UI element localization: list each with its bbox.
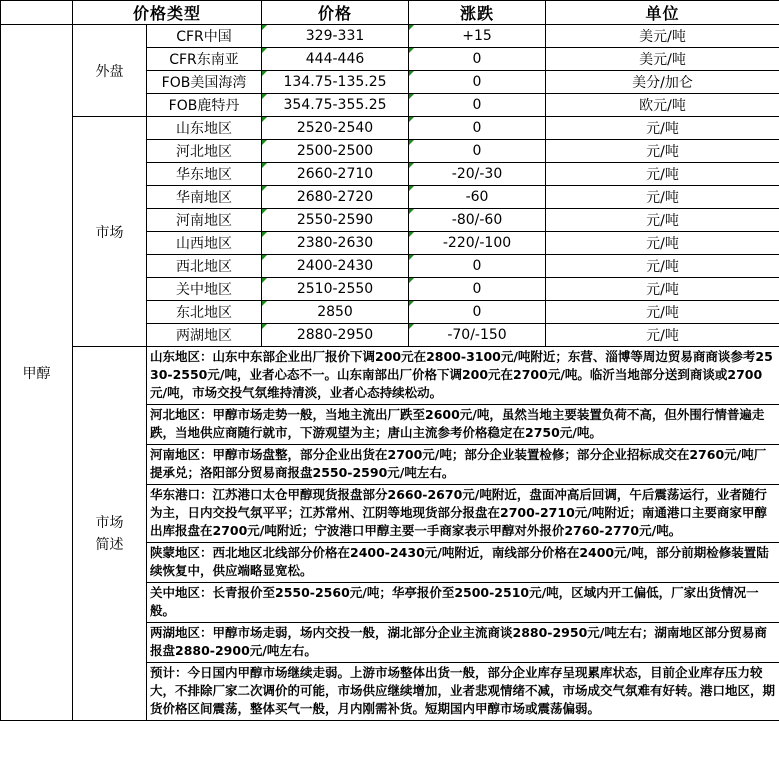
row-unit: 美元/吨: [546, 48, 779, 71]
row-price: 2380-2630: [262, 232, 409, 255]
group-summary: 市场 简述: [73, 347, 147, 721]
row-price: 2510-2550: [262, 278, 409, 301]
row-name: 关中地区: [147, 278, 262, 301]
summary-row: [1, 347, 779, 721]
row-change: 0: [409, 301, 546, 324]
row-unit: 欧元/吨: [546, 94, 779, 117]
row-change: -80/-60: [409, 209, 546, 232]
summary-shaanxi-inner-mongolia: 陕蒙地区：西北地区北线部分价格在2400-2430元/吨附近，南线部分价格在2400元/吨，部分前期检修装置陆续恢复中，供应端略显宽松。: [147, 543, 779, 583]
header-blank: [1, 1, 73, 25]
header-row: [1, 1, 779, 25]
row-change: 0: [409, 48, 546, 71]
row-name: 山东地区: [147, 117, 262, 140]
row-change: -220/-100: [409, 232, 546, 255]
row-change: +15: [409, 25, 546, 48]
row-price: 329-331: [262, 25, 409, 48]
header-change: 涨跌: [409, 1, 546, 25]
row-change: 0: [409, 117, 546, 140]
row-change: 0: [409, 278, 546, 301]
row-name: CFR东南亚: [147, 48, 262, 71]
summary-hebei: 河北地区：甲醇市场走势一般，当地主流出厂跌至2600元/吨，虽然当地主要装置负荷不高，但外围行情普遍走跌，当地供应商随行就市，下游观望为主；唐山主流参考价格稳定在2750元/吨。: [147, 405, 779, 445]
row-change: 0: [409, 94, 546, 117]
row-unit: 美分/加仑: [546, 71, 779, 94]
row-name: 两湖地区: [147, 324, 262, 347]
row-unit: 美元/吨: [546, 25, 779, 48]
row-name: 河北地区: [147, 140, 262, 163]
row-price: 2680-2720: [262, 186, 409, 209]
header-unit: 单位: [546, 1, 779, 25]
row-name: 东北地区: [147, 301, 262, 324]
row-name: 河南地区: [147, 209, 262, 232]
row-name: 山西地区: [147, 232, 262, 255]
row-name: CFR中国: [147, 25, 262, 48]
summary-cell: [147, 347, 779, 721]
row-unit: 元/吨: [546, 163, 779, 186]
header-price-type: 价格类型: [73, 1, 262, 25]
summary-forecast: 预计：今日国内甲醇市场继续走弱。上游市场整体出货一般，部分企业库存呈现累库状态，目前企业库存压力较大，不排除厂家二次调价的可能，市场供应继续增加，业者悲观情绪不减，市场成交气氛难有好转。港口地区，期货价格区间震荡，整体买气一般，月内刚需补货。短期国内甲醇市场或震荡偏弱。: [150, 665, 776, 716]
row-price: 354.75-355.25: [262, 94, 409, 117]
row-change: 0: [409, 71, 546, 94]
row-price: 2880-2950: [262, 324, 409, 347]
group-external: 外盘: [73, 25, 147, 117]
summary-east-china-port: 华东港口：江苏港口太仓甲醇现货报盘部分2660-2670元/吨附近，盘面冲高后回调，午后震荡运行，业者随行为主，日内交投气氛平平；江苏常州、江阴等地现货部分报盘在2700-2710元/吨附近；南通港口主要商家甲醇出库报盘在2700元/吨附近；宁波港口甲醇主要一手商家表示甲醇对外报价2760-2770元/吨。: [147, 485, 779, 543]
row-name: FOB美国海湾: [147, 71, 262, 94]
row-name: 华南地区: [147, 186, 262, 209]
row-price: 2850: [262, 301, 409, 324]
row-unit: 元/吨: [546, 324, 779, 347]
row-unit: 元/吨: [546, 186, 779, 209]
row-unit: 元/吨: [546, 209, 779, 232]
row-name: 华东地区: [147, 163, 262, 186]
row-price: 2520-2540: [262, 117, 409, 140]
row-change: 0: [409, 255, 546, 278]
row-unit: 元/吨: [546, 255, 779, 278]
summary-shandong: 山东地区：山东中东部企业出厂报价下调200元在2800-3100元/吨附近；东营、淄博等周边贸易商商谈参考2530-2550元/吨，业者心态不一。山东南部出厂价格下调200元在2700元/吨。临沂当地部分送到商谈或2700元/吨，市场交投气氛维持清淡，业者心态持续松动。: [147, 347, 779, 405]
row-unit: 元/吨: [546, 301, 779, 324]
row-change: -70/-150: [409, 324, 546, 347]
row-unit: 元/吨: [546, 232, 779, 255]
row-change: -20/-30: [409, 163, 546, 186]
header-price: 价格: [262, 1, 409, 25]
row-price: 444-446: [262, 48, 409, 71]
summary-lianghu: 两湖地区：甲醇市场走弱，场内交投一般，湖北部分企业主流商谈2880-2950元/吨左右；湖南地区部分贸易商报盘2880-2900元/吨左右。: [147, 623, 779, 663]
row-unit: 元/吨: [546, 278, 779, 301]
row-price: 2400-2430: [262, 255, 409, 278]
summary-guanzhong: 关中地区：长青报价至2550-2560元/吨；华亭报价至2500-2510元/吨，区域内开工偏低，厂家出货情况一般。: [147, 583, 779, 623]
summary-henan: 河南地区：甲醇市场盘整，部分企业出货在2700元/吨；部分企业装置检修；部分企业招标成交在2760元/吨厂提承兑；洛阳部分贸易商报盘2550-2590元/吨左右。: [147, 445, 779, 485]
market-row-shandong: [1, 117, 779, 140]
row-unit: 元/吨: [546, 117, 779, 140]
row-name: FOB鹿特丹: [147, 94, 262, 117]
row-name: 西北地区: [147, 255, 262, 278]
row-price: 134.75-135.25: [262, 71, 409, 94]
row-price: 2550-2590: [262, 209, 409, 232]
group-market: 市场: [73, 117, 147, 347]
row-price: 2660-2710: [262, 163, 409, 186]
row-change: 0: [409, 140, 546, 163]
row-unit: 元/吨: [546, 140, 779, 163]
row-price: 2500-2500: [262, 140, 409, 163]
row-change: -60: [409, 186, 546, 209]
external-row-cfr-china: [1, 25, 779, 48]
product-label: 甲醇: [1, 25, 73, 721]
